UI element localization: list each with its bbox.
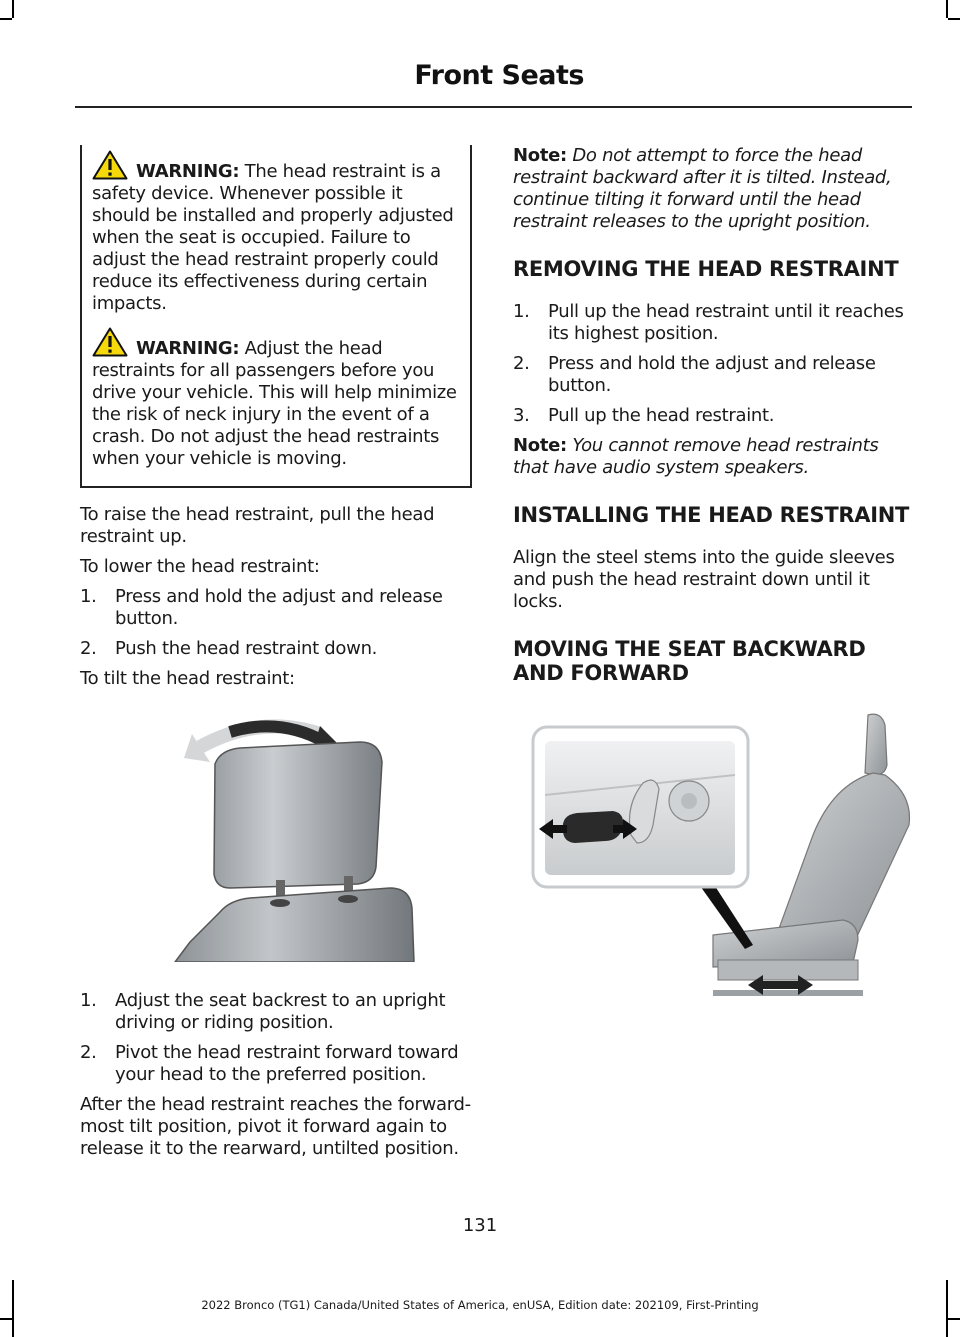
warning-2 xyxy=(92,327,464,470)
page-number: 131 xyxy=(462,1215,498,1236)
step-number: 1. xyxy=(80,990,97,1011)
crop-mark xyxy=(0,1318,12,1320)
step-text: Adjust the seat backrest to an upright driving or riding position. xyxy=(115,990,446,1033)
step-text: Pivot the head restraint forward toward your head to the preferred position. xyxy=(115,1042,459,1085)
heading-installing-head-restraint: INSTALLING THE HEAD RESTRAINT xyxy=(513,503,910,527)
header-rule xyxy=(75,106,912,108)
step-number: 1. xyxy=(80,586,97,607)
warning-label: WARNING: xyxy=(136,161,240,182)
list-item xyxy=(513,301,913,345)
list-item xyxy=(80,990,472,1034)
crop-mark xyxy=(948,18,960,20)
tilt-intro: To tilt the head restraint: xyxy=(80,668,295,689)
note-restraint-backward xyxy=(513,145,913,233)
warning-text: Adjust the head restraints for all passengers before you drive your vehicle. This will help minimize the risk of neck injury in the event of a crash. Do not adjust the head restraints when your vehicle is moving. xyxy=(92,338,457,469)
crop-mark xyxy=(946,0,948,18)
lower-intro: To lower the head restraint: xyxy=(80,556,320,577)
crop-mark xyxy=(0,18,12,20)
list-item xyxy=(80,638,472,660)
list-item xyxy=(80,586,472,630)
step-number: 2. xyxy=(80,638,97,659)
right-column xyxy=(513,145,913,1033)
warning-label: WARNING: xyxy=(136,338,240,359)
head-restraint-tilt-figure xyxy=(80,712,472,968)
installing-text: Align the steel stems into the guide sleeves and push the head restraint down until it locks. xyxy=(513,547,895,612)
step-text: Pull up the head restraint until it reaches its highest position. xyxy=(548,301,904,344)
step-text: Press and hold the adjust and release button. xyxy=(115,586,443,629)
note-text: Do not attempt to force the head restraint backward after it is tilted. Instead, continue tilting it forward until the head restraint releases to the upright position. xyxy=(513,145,892,232)
crop-mark xyxy=(12,0,14,18)
list-item xyxy=(513,405,913,427)
removing-steps xyxy=(513,301,913,427)
warning-1 xyxy=(92,150,464,315)
power-seat-illustration xyxy=(513,705,913,1005)
warning-box xyxy=(80,145,472,488)
step-number: 3. xyxy=(513,405,530,426)
footer-edition-info: 2022 Bronco (TG1) Canada/United States of America, enUSA, Edition date: 202109, First-Printing xyxy=(201,1298,759,1312)
note-text: You cannot remove head restraints that have audio system speakers. xyxy=(513,435,879,478)
after-tilt-text: After the head restraint reaches the forward-most tilt position, pivot it forward again to release it to the rearward, untilted position. xyxy=(80,1094,471,1159)
lower-steps xyxy=(80,586,472,660)
step-number: 1. xyxy=(513,301,530,322)
list-item xyxy=(513,353,913,397)
warning-triangle-icon xyxy=(92,327,128,357)
heading-moving-seat: MOVING THE SEAT BACKWARD AND FORWARD xyxy=(513,637,866,685)
step-text: Press and hold the adjust and release button. xyxy=(548,353,876,396)
raise-text: To raise the head restraint, pull the head restraint up. xyxy=(80,504,435,547)
warning-triangle-icon xyxy=(92,150,128,180)
heading-removing-head-restraint: REMOVING THE HEAD RESTRAINT xyxy=(513,257,899,281)
note-label: Note: xyxy=(513,145,567,166)
crop-mark xyxy=(948,1318,960,1320)
page-title: Front Seats xyxy=(414,60,584,91)
warning-text: The head restraint is a safety device. Whenever possible it should be installed and properly adjusted when the seat is occupied. Failure to adjust the head restraint properly could reduce its effectiveness during certain impacts. xyxy=(92,161,454,314)
note-audio-speakers xyxy=(513,435,913,479)
head-restraint-illustration xyxy=(80,712,472,962)
seat-adjust-figure xyxy=(513,705,913,1011)
step-text: Pull up the head restraint. xyxy=(548,405,775,426)
step-number: 2. xyxy=(513,353,530,374)
step-text: Push the head restraint down. xyxy=(115,638,378,659)
left-column xyxy=(80,145,472,1168)
step-number: 2. xyxy=(80,1042,97,1063)
list-item xyxy=(80,1042,472,1086)
tilt-steps xyxy=(80,990,472,1086)
note-label: Note: xyxy=(513,435,567,456)
